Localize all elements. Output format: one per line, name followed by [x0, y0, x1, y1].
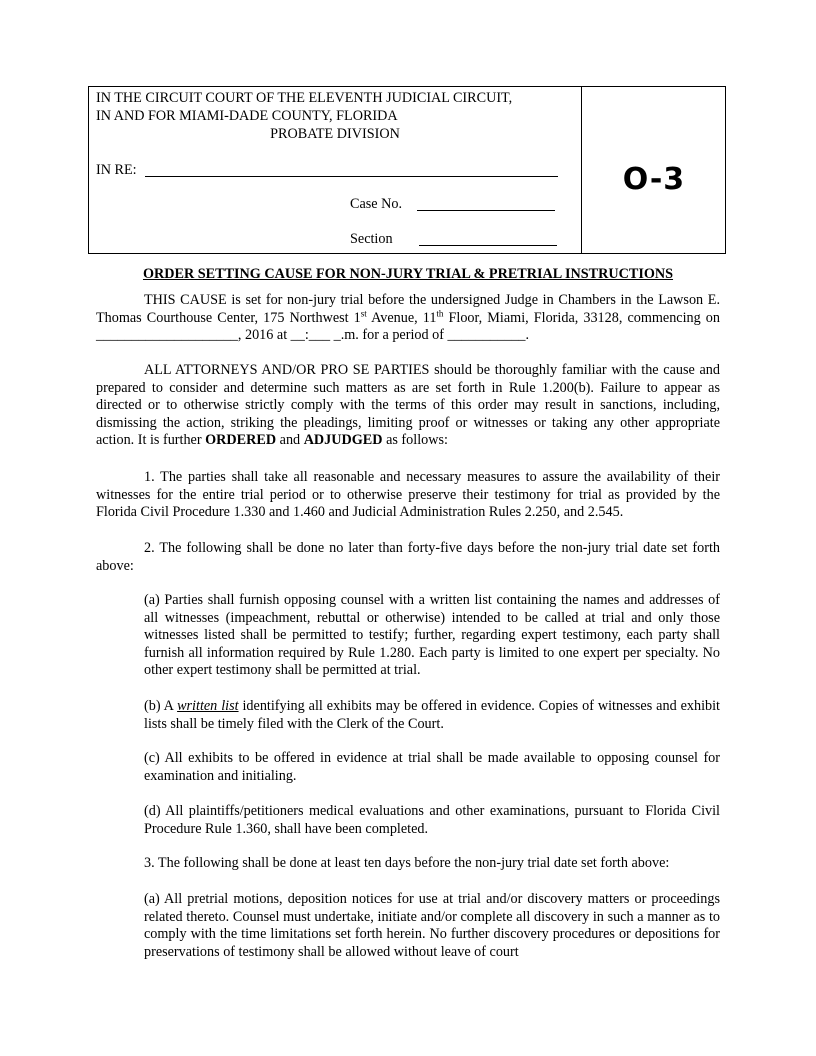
intro-text-2: Avenue, 11: [366, 309, 437, 326]
attorneys-text-2: as follows:: [382, 432, 448, 448]
order-title: ORDER SETTING CAUSE FOR NON-JURY TRIAL & PRETRIAL INSTRUCTIONS: [142, 266, 674, 282]
item-2b-emphasis: written list: [177, 698, 239, 714]
intro-text-1: THIS CAUSE is set for non-jury trial before the undersigned Judge in Chambers in the Lawson E. Thomas Courthouse Center, 175 Northwest 1: [96, 292, 720, 326]
item-2b-prefix: (b) A: [144, 698, 178, 714]
item-2d: (d) All plaintiffs/petitioners medical evaluations and other examinations, pursuant to Florida Civil Procedure Rule 1.360, shall have been completed.: [144, 803, 720, 837]
form-code: O-3: [622, 162, 686, 197]
in-re-blank[interactable]: [145, 176, 558, 177]
item-2c: (c) All exhibits to be offered in evidence at trial shall be made available to opposing counsel for examination and initialing.: [144, 750, 720, 784]
item-3a: (a) All pretrial motions, deposition notices for use at trial and/or discovery matters or proceedings related thereto. Counsel must undertake, initiate and/or complete all discovery in such a manner as to comply with the time limitations set forth herein. No further discovery procedures or depositions for preservations of testimony shall be allowed without leave of court: [144, 891, 720, 960]
court-line-2: IN AND FOR MIAMI-DADE COUNTY, FLORIDA: [96, 108, 398, 124]
item-3: 3. The following shall be done at least ten days before the non-jury trial date set forth above:: [144, 855, 670, 871]
court-line-1: IN THE CIRCUIT COURT OF THE ELEVENTH JUDICIAL CIRCUIT,: [96, 90, 513, 106]
adjudged-bold: ADJUDGED: [303, 432, 383, 448]
item-1: 1. The parties shall take all reasonable and necessary measures to assure the availability of their witnesses for the entire trial period or to otherwise preserve their testimony for trial as provided by the Florida Civil Procedure 1.330 and 1.460 and Judicial Administration Rules 2.250, and 2.545.: [96, 469, 720, 520]
item-2: 2. The following shall be done no later than forty-five days before the non-jury trial date set forth above:: [96, 540, 720, 574]
in-re-label: IN RE:: [96, 162, 137, 178]
item-2b-rest: identifying all exhibits may be offered in evidence. Copies of witnesses and exhibit lists shall be timely filed with the Clerk of the Court.: [144, 698, 720, 732]
attorneys-and: and: [276, 432, 304, 448]
intro-sup-1: st: [360, 307, 367, 318]
item-2b: [144, 698, 720, 733]
case-no-blank[interactable]: [417, 210, 555, 211]
attorneys-paragraph: [96, 362, 720, 450]
intro-paragraph: [96, 292, 720, 345]
section-label: Section: [350, 231, 393, 247]
intro-text-3: Floor, Miami, Florida, 33128, commencing on ____________________, 2016 at __:___ _.m. for a period of ___________.: [96, 309, 720, 343]
section-blank[interactable]: [419, 245, 557, 246]
case-no-label: Case No.: [350, 196, 403, 212]
attorneys-text-1: ALL ATTORNEYS AND/OR PRO SE PARTIES should be thoroughly familiar with the cause and prepared to consider and determine such matters as are set forth in Rule 1.200(b). Failure to appear as directed or to otherwise strictly comply with the terms of this order may result in sanctions, including, dismissing the action, striking the pleadings, limiting proof or witnesses or taking any other appropriate action. It is further: [96, 362, 720, 448]
division-label: PROBATE DIVISION: [270, 126, 400, 142]
caption-box: [88, 86, 726, 254]
ordered-bold: ORDERED: [205, 432, 277, 448]
intro-sup-2: th: [436, 307, 444, 318]
item-2a: (a) Parties shall furnish opposing counsel with a written list containing the names and addresses of all witnesses (impeachment, rebuttal or otherwise) intended to be called at trial and only those witnesses listed shall be permitted to testify; further, regarding expert testimony, each party shall furnish all information required by Rule 1.280. Each party is limited to one expert per specialty. No other expert testimony shall be permitted at trial.: [144, 592, 720, 678]
